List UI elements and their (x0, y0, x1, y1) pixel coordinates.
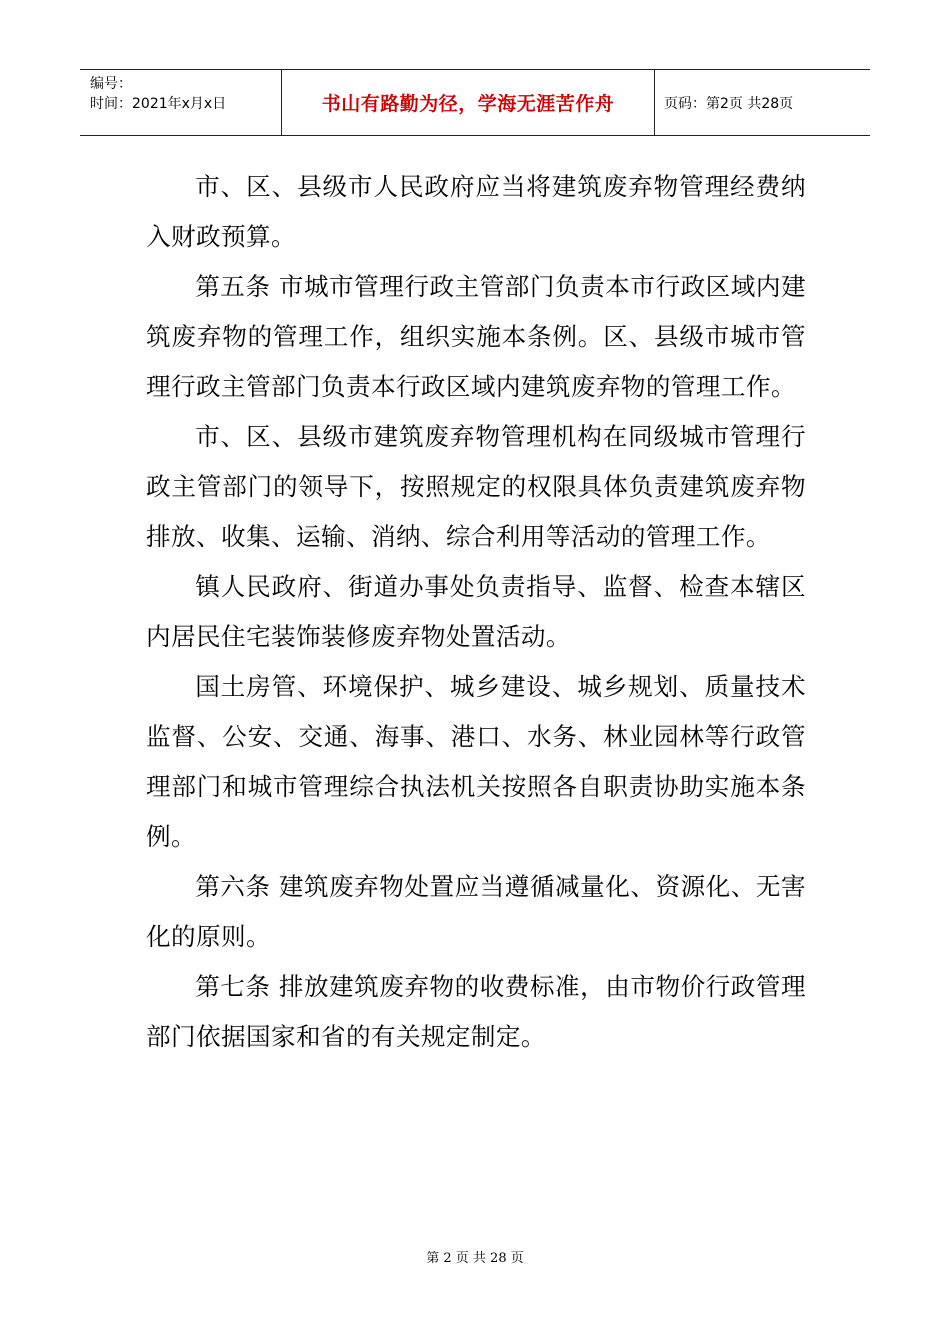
paragraph: 市、区、县级市人民政府应当将建筑废弃物管理经费纳入财政预算。 (146, 172, 806, 251)
header-page-label: 页码：第2页 共28页 (664, 95, 794, 112)
paragraph: 市、区、县级市建筑废弃物管理机构在同级城市管理行政主管部门的领导下，按照规定的权限具体负责建筑废弃物排放、收集、运输、消纳、综合利用等活动的管理工作。 (146, 422, 806, 551)
header-meta-cell (80, 70, 282, 135)
paragraph: 国土房管、环境保护、城乡建设、城乡规划、质量技术监督、公安、交通、海事、港口、水务、林业园林等行政管理部门和城市管理综合执法机关按照各自职责协助实施本条例。 (146, 672, 806, 851)
document-number-label: 编号： (90, 76, 132, 92)
paragraph: 第五条 市城市管理行政主管部门负责本市行政区域内建筑废弃物的管理工作，组织实施本条例。区、县级市城市管理行政主管部门负责本行政区域内建筑废弃物的管理工作。 (146, 272, 806, 401)
paragraph: 第六条 建筑废弃物处置应当遵循减量化、资源化、无害化的原则。 (146, 872, 806, 951)
document-body (146, 162, 806, 1062)
paragraph: 第七条 排放建筑废弃物的收费标准，由市物价行政管理部门依据国家和省的有关规定制定。 (146, 972, 806, 1051)
page-footer: 第 2 页 共 28 页 (426, 1251, 524, 1266)
document-header (80, 69, 870, 136)
paragraph: 镇人民政府、街道办事处负责指导、监督、检查本辖区内居民住宅装饰装修废弃物处置活动。 (146, 572, 806, 651)
document-time-label: 时间：2021年x月x日 (90, 96, 227, 112)
header-motto-cell (282, 70, 655, 135)
header-page-cell (655, 70, 870, 135)
header-motto: 书山有路勤为径，学海无涯苦作舟 (321, 93, 615, 115)
